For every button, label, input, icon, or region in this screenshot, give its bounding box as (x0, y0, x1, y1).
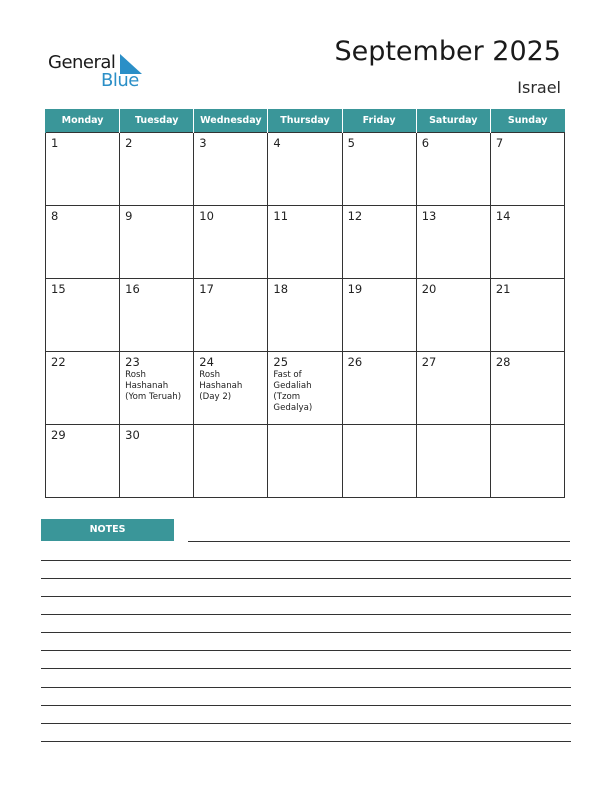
day-cell (268, 206, 342, 279)
day-cell (194, 425, 268, 498)
day-cell (342, 352, 416, 425)
notes-header: NOTES (41, 519, 174, 541)
day-cell (416, 206, 490, 279)
day-cell (120, 279, 194, 352)
day-number: 1 (51, 136, 59, 150)
notes-line (41, 650, 571, 651)
day-number: 5 (347, 136, 355, 150)
day-cell (490, 352, 564, 425)
holiday-label: Fast of Gedaliah (Tzom Gedalya) (273, 370, 313, 413)
day-cell (490, 133, 564, 206)
weekday-header-row (46, 109, 565, 133)
week-row (46, 425, 565, 498)
day-cell (416, 352, 490, 425)
day-cell (120, 133, 194, 206)
day-number: 7 (495, 136, 504, 150)
day-cell (490, 279, 564, 352)
weekday-header-saturday: Saturday (416, 109, 490, 133)
calendar-title: September 2025 (334, 36, 561, 67)
day-cell (416, 425, 490, 498)
day-number: 28 (495, 355, 511, 369)
notes-line (41, 687, 571, 688)
day-cell (194, 133, 268, 206)
weekday-header-thursday: Thursday (268, 109, 342, 133)
logo-text-blue: Blue (101, 70, 139, 91)
day-cell (46, 425, 120, 498)
logo-text-general: General (48, 52, 116, 73)
notes-line (41, 614, 571, 615)
weekday-header-tuesday: Tuesday (120, 109, 194, 133)
weekday-header-wednesday: Wednesday (194, 109, 268, 133)
day-number: 6 (421, 136, 430, 150)
day-cell (46, 352, 120, 425)
day-cell (194, 206, 268, 279)
day-number: 8 (51, 209, 59, 223)
notes-line (188, 541, 570, 542)
day-cell (194, 279, 268, 352)
day-cell (194, 352, 268, 425)
day-cell (268, 425, 342, 498)
day-cell (416, 279, 490, 352)
calendar-grid (45, 109, 565, 498)
day-cell (46, 133, 120, 206)
day-number: 3 (199, 136, 207, 150)
weekday-header-friday: Friday (342, 109, 416, 133)
notes-line (41, 578, 571, 579)
day-number: 20 (421, 282, 437, 296)
holiday-label: Rosh Hashanah (Yom Teruah) (125, 370, 182, 402)
notes-line (41, 596, 571, 597)
day-cell (342, 206, 416, 279)
day-number: 23 (125, 355, 140, 369)
day-number: 15 (51, 282, 66, 296)
day-number: 27 (421, 355, 437, 369)
day-cell (120, 206, 194, 279)
day-number: 18 (273, 282, 289, 296)
day-cell (416, 133, 490, 206)
day-cell (268, 279, 342, 352)
day-cell (268, 352, 342, 425)
day-number: 22 (51, 355, 66, 369)
day-number: 4 (273, 136, 281, 150)
day-number: 11 (273, 209, 289, 223)
weekday-header-sunday: Sunday (490, 109, 564, 133)
day-number: 25 (273, 355, 289, 369)
weekday-header-monday: Monday (46, 109, 120, 133)
day-number: 9 (125, 209, 133, 223)
generalblue-logo (48, 52, 148, 92)
week-row (46, 352, 565, 425)
day-number: 16 (125, 282, 140, 296)
holiday-label: Rosh Hashanah (Day 2) (199, 370, 243, 402)
notes-line (41, 632, 571, 633)
notes-line (41, 741, 571, 742)
notes-line (41, 705, 571, 706)
day-cell (490, 206, 564, 279)
day-number: 17 (199, 282, 214, 296)
week-row (46, 279, 565, 352)
day-cell (268, 133, 342, 206)
week-row (46, 133, 565, 206)
day-number: 21 (495, 282, 511, 296)
day-cell (342, 133, 416, 206)
day-number: 26 (347, 355, 363, 369)
day-number: 19 (347, 282, 363, 296)
day-cell (342, 279, 416, 352)
day-number: 30 (125, 428, 140, 442)
day-cell (46, 279, 120, 352)
day-cell (490, 425, 564, 498)
day-cell (46, 206, 120, 279)
day-number: 12 (347, 209, 363, 223)
notes-line (41, 723, 571, 724)
country-label: Israel (517, 78, 561, 97)
notes-line (41, 668, 571, 669)
day-number: 2 (125, 136, 133, 150)
day-cell (120, 425, 194, 498)
day-cell (342, 425, 416, 498)
notes-line (41, 560, 571, 561)
week-row (46, 206, 565, 279)
day-number: 10 (199, 209, 214, 223)
day-number: 14 (495, 209, 511, 223)
day-number: 24 (199, 355, 214, 369)
day-number: 29 (51, 428, 66, 442)
day-number: 13 (421, 209, 437, 223)
day-cell (120, 352, 194, 425)
